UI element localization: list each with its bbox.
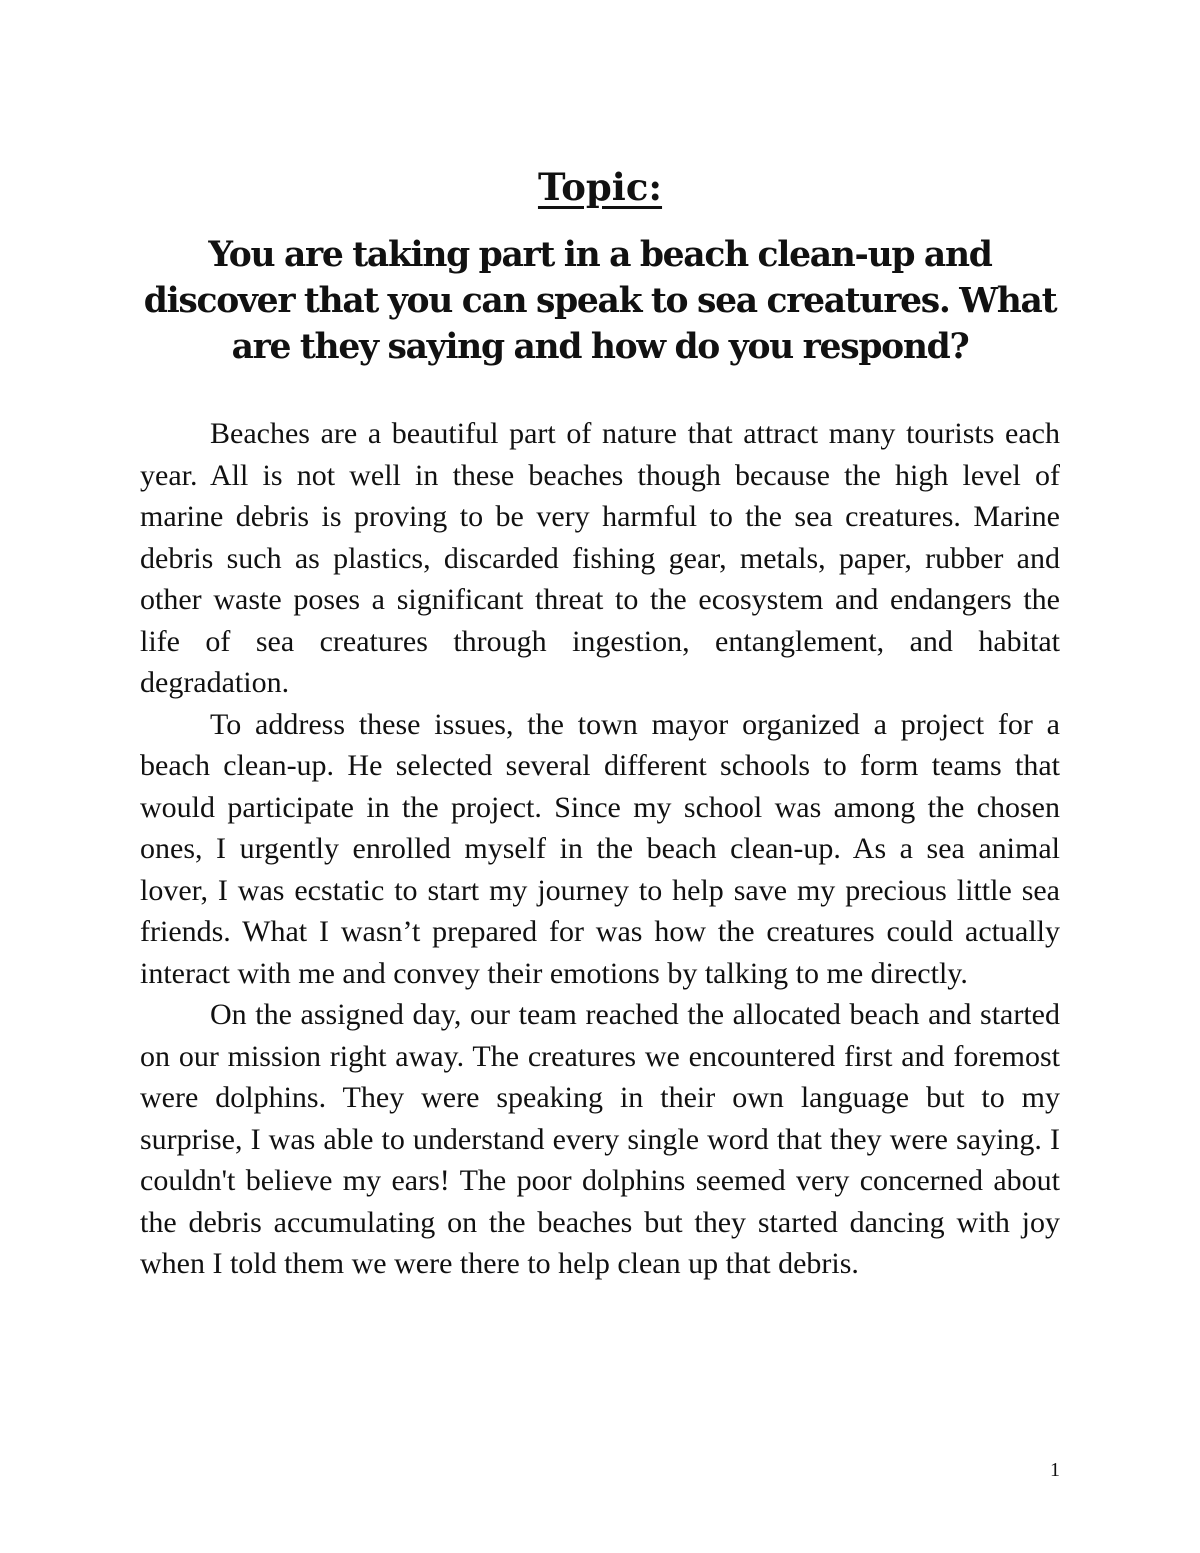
paragraph-3: On the assigned day, our team reached the allocated beach and started on our mission right away. The creatures we encountered first and foremost were dolphins. They were speaking in their own language but to my surprise, I was able to understand every single word that they were saying. I couldn't believe my ears! The poor dolphins seemed very concerned about the debris accumulating on the beaches but they started dancing with joy when I told them we were there to help clean up that debris. (140, 998, 1060, 1280)
essay-prompt: You are taking part in a beach clean-up and discover that you can speak to sea creatures. What are they saying and how do you respond? (143, 235, 1057, 367)
paragraph-1: Beaches are a beautiful part of nature that attract many tourists each year. All is not well in these beaches though because the high level of marine debris is proving to be very harmful to the sea creatures. Marine debris such as plastics, discarded fishing gear, metals, paper, rubber and other waste poses a significant threat to the ecosystem and endangers the life of sea creatures through ingestion, entanglement, and habitat degradation. (140, 417, 1060, 699)
page-number: 1 (1050, 1459, 1060, 1481)
paragraph-2: To address these issues, the town mayor organized a project for a beach clean-up. He selected several different schools to form teams that would participate in the project. Since my school was among the chosen ones, I urgently enrolled myself in the beach clean-up. As a sea animal lover, I was ecstatic to start my journey to help save my precious little sea friends. What I wasn’t prepared for was how the creatures could actually interact with me and convey their emotions by talking to me directly. (140, 707, 1060, 990)
topic-heading: Topic: (537, 165, 663, 209)
essay-body (140, 413, 1060, 1285)
